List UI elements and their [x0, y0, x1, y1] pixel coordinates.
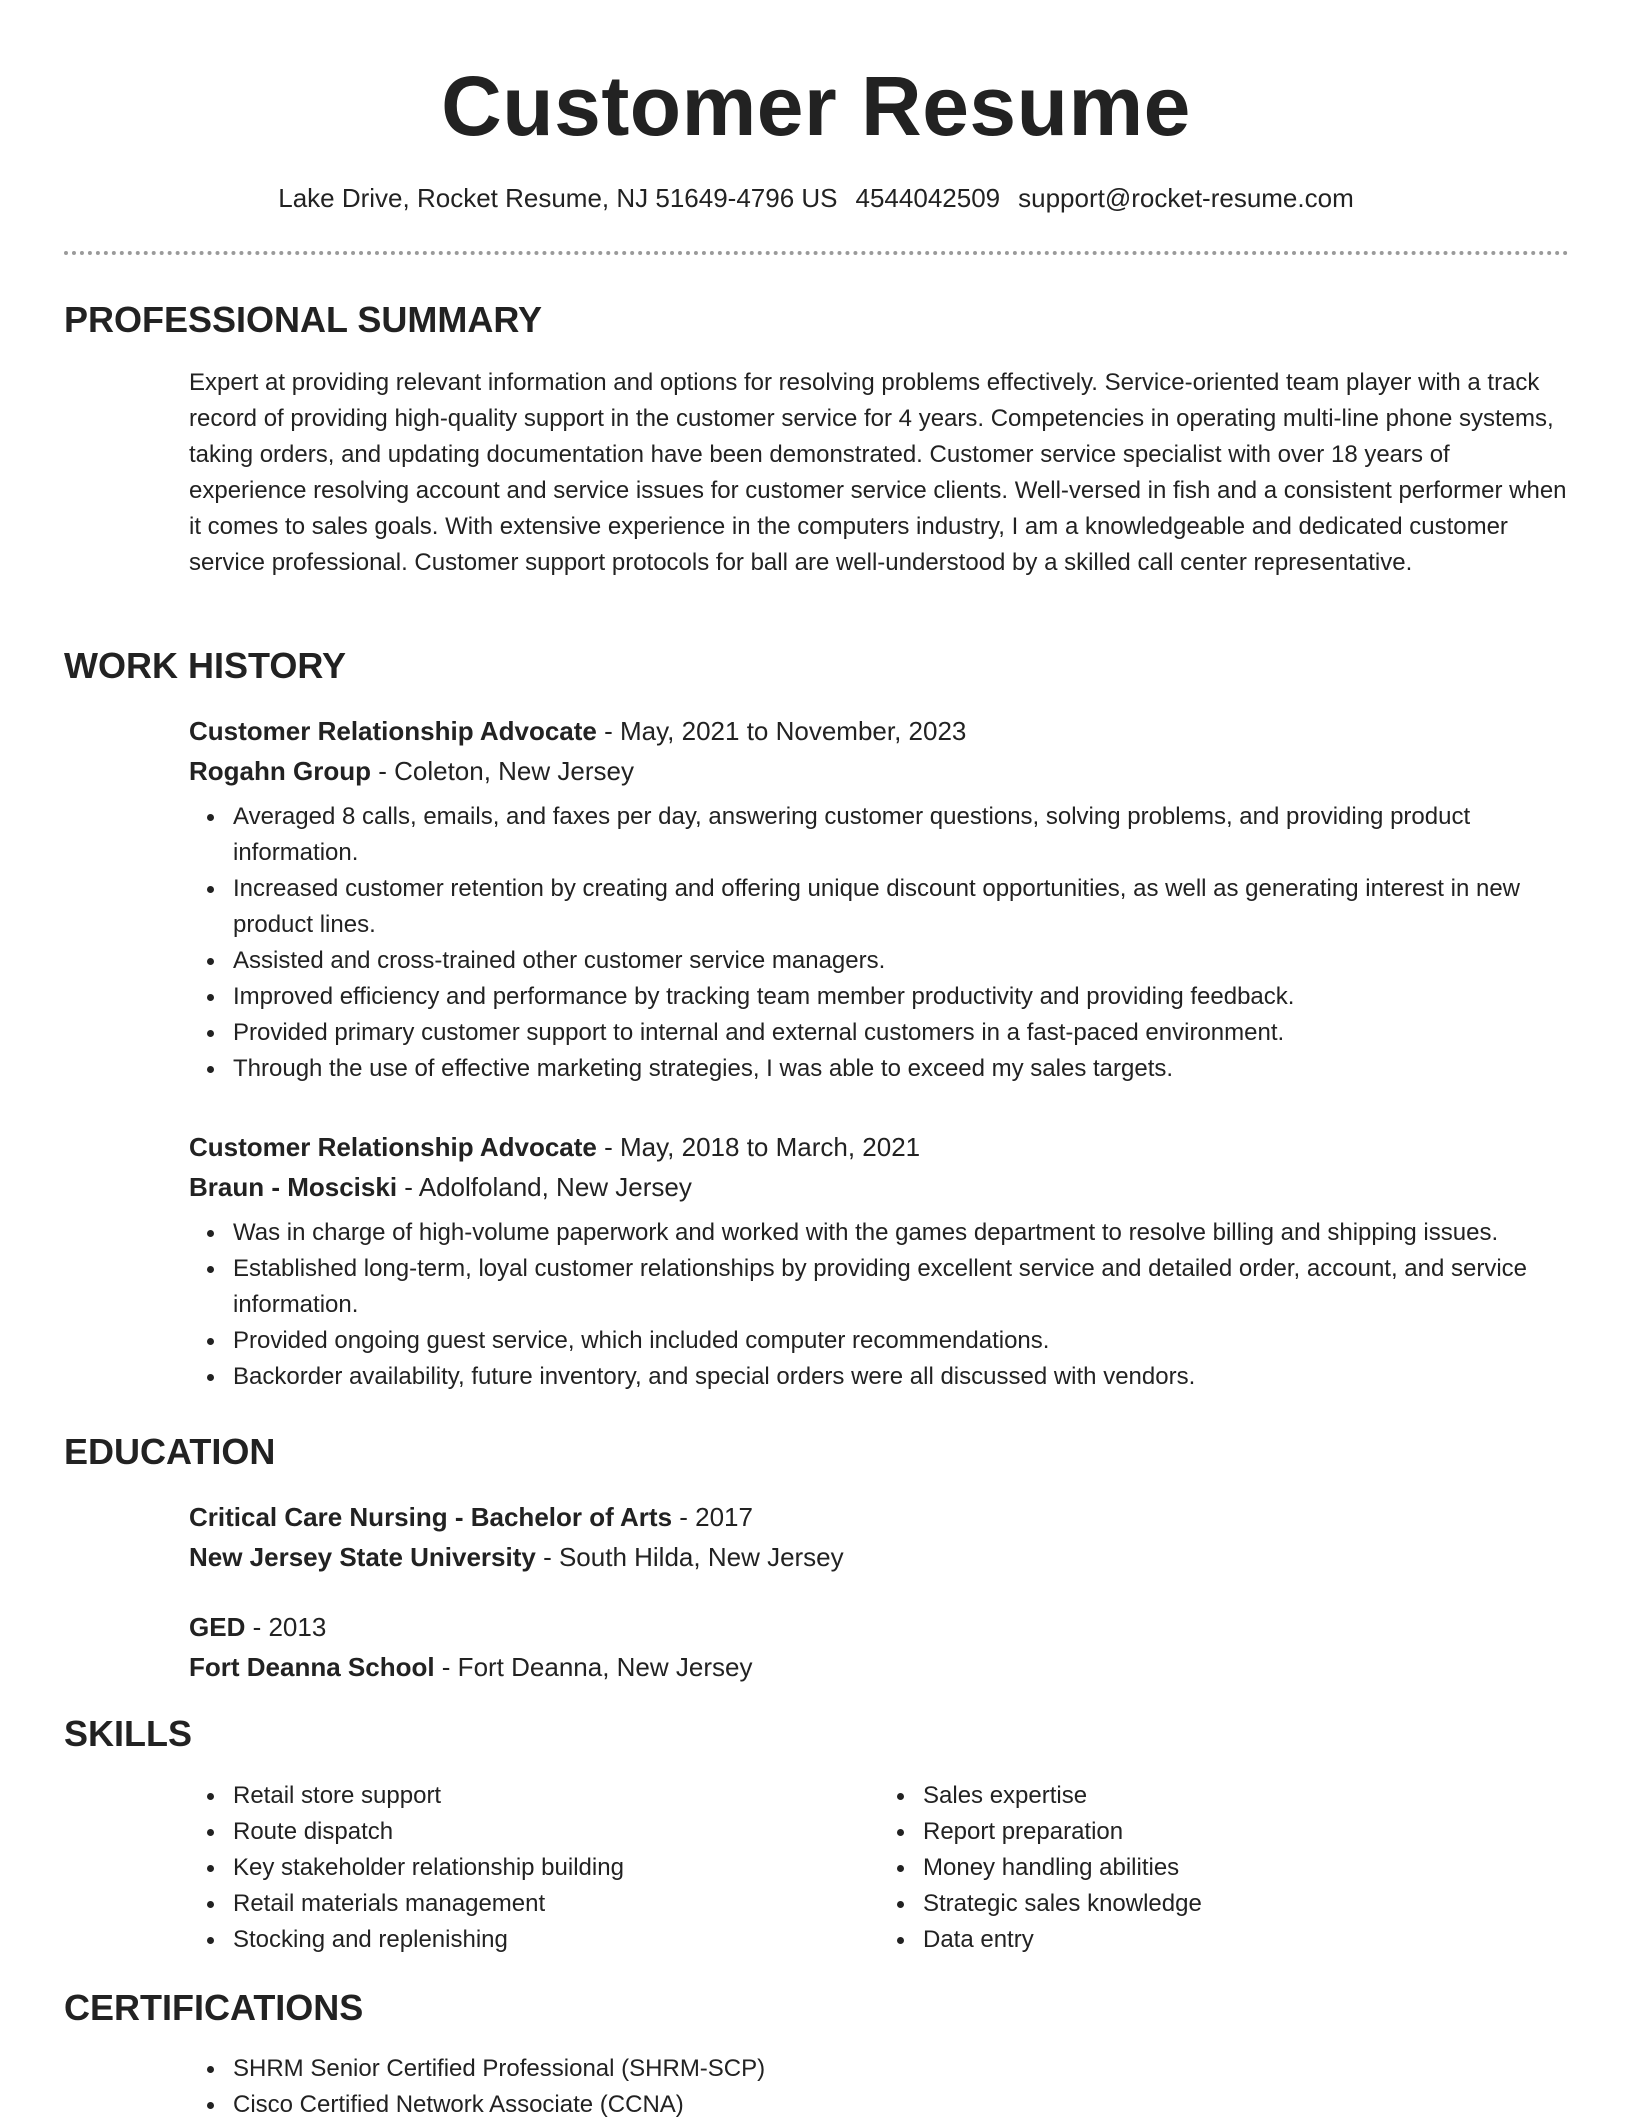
skills-list-right	[879, 1778, 1569, 1958]
company-line	[189, 751, 1569, 791]
degree-year: - 2017	[672, 1502, 753, 1532]
company-name: Braun - Mosciski	[189, 1172, 398, 1202]
job-bullet: Backorder availability, future inventory, and special orders were all discussed with vendors.	[233, 1359, 1569, 1395]
degree: GED	[189, 1612, 246, 1642]
company-name: Rogahn Group	[189, 756, 371, 786]
summary-section	[189, 365, 1569, 581]
job-bullet: Was in charge of high-volume paperwork and worked with the games department to resolve billing and shipping issues.	[233, 1215, 1569, 1251]
education-entry	[189, 1607, 1569, 1687]
school-line	[189, 1647, 1569, 1687]
school-location: - South Hilda, New Jersey	[535, 1542, 844, 1572]
address: Lake Drive, Rocket Resume, NJ 51649-4796 US	[278, 183, 838, 213]
job-dates: - May, 2021 to November, 2023	[596, 716, 967, 746]
job-bullets	[189, 1215, 1569, 1395]
certification-item: Cisco Certified Network Associate (CCNA)	[233, 2087, 1569, 2123]
job-bullet: Improved efficiency and performance by tracking team member productivity and providing feedback.	[233, 979, 1569, 1015]
skill-item: Report preparation	[923, 1814, 1569, 1850]
education-heading: EDUCATION	[64, 1431, 276, 1472]
work-history-heading: WORK HISTORY	[64, 645, 347, 686]
school-line	[189, 1537, 1569, 1577]
skill-item: Key stakeholder relationship building	[233, 1850, 879, 1886]
degree-year: - 2013	[245, 1612, 327, 1642]
company-line	[189, 1167, 1569, 1207]
job-bullet: Established long-term, loyal customer relationships by providing excellent service and detailed order, account, and service information.	[233, 1251, 1569, 1323]
skill-item: Route dispatch	[233, 1814, 879, 1850]
education-entry	[189, 1497, 1569, 1577]
job-title: Customer Relationship Advocate	[189, 716, 597, 746]
job-bullet: Through the use of effective marketing strategies, I was able to exceed my sales targets.	[233, 1051, 1569, 1087]
job-entry	[189, 711, 1569, 1087]
degree: Critical Care Nursing - Bachelor of Arts	[189, 1502, 673, 1532]
header-divider	[64, 251, 1569, 255]
job-bullets	[189, 799, 1569, 1087]
skill-item: Strategic sales knowledge	[923, 1886, 1569, 1922]
skill-item: Stocking and replenishing	[233, 1922, 879, 1958]
school-name: Fort Deanna School	[189, 1652, 435, 1682]
skills-section	[189, 1778, 1569, 1958]
job-bullet: Provided primary customer support to internal and external customers in a fast-paced environment.	[233, 1015, 1569, 1051]
degree-line	[189, 1607, 1569, 1647]
certifications-heading: CERTIFICATIONS	[64, 1987, 364, 2028]
job-title: Customer Relationship Advocate	[189, 1132, 597, 1162]
phone: 4544042509	[855, 183, 1001, 213]
job-bullet: Increased customer retention by creating and offering unique discount opportunities, as well as generating interest in new product lines.	[233, 871, 1569, 943]
degree-line	[189, 1497, 1569, 1537]
job-title-line	[189, 711, 1569, 751]
skills-heading: SKILLS	[64, 1713, 193, 1754]
skill-item: Sales expertise	[923, 1778, 1569, 1814]
summary-text: Expert at providing relevant information and options for resolving problems effectively. Service-oriented team player with a track record of providing high-quality support in the customer service for 4 years. Competencies in operating multi-line phone systems, taking orders, and updating documentation have been demonstrated. Customer service specialist with over 18 years of experience resolving account and service issues for customer service clients. Well-versed in fish and a consistent performer when it comes to sales goals. With extensive experience in the computers industry, I am a knowledgeable and dedicated customer service professional. Customer support protocols for ball are well-understood by a skilled call center representative.	[189, 369, 1567, 576]
job-bullet: Assisted and cross-trained other customer service managers.	[233, 943, 1569, 979]
company-location: - Adolfoland, New Jersey	[397, 1172, 692, 1202]
contact-line	[0, 183, 1632, 214]
resume-name: Customer Resume	[441, 59, 1191, 153]
school-location: - Fort Deanna, New Jersey	[434, 1652, 753, 1682]
skill-item: Money handling abilities	[923, 1850, 1569, 1886]
certification-item: SHRM Senior Certified Professional (SHRM-SCP)	[233, 2051, 1569, 2087]
job-bullet: Provided ongoing guest service, which included computer recommendations.	[233, 1323, 1569, 1359]
certifications-section	[189, 2051, 1569, 2123]
summary-heading: PROFESSIONAL SUMMARY	[64, 299, 543, 340]
company-location: - Coleton, New Jersey	[370, 756, 634, 786]
skill-item: Retail materials management	[233, 1886, 879, 1922]
job-bullet: Averaged 8 calls, emails, and faxes per day, answering customer questions, solving problems, and providing product information.	[233, 799, 1569, 871]
skill-item: Data entry	[923, 1922, 1569, 1958]
school-name: New Jersey State University	[189, 1542, 536, 1572]
job-entry	[189, 1127, 1569, 1395]
job-title-line	[189, 1127, 1569, 1167]
skill-item: Retail store support	[233, 1778, 879, 1814]
email: support@rocket-resume.com	[1018, 183, 1354, 213]
certifications-list	[189, 2051, 1569, 2123]
skills-list-left	[189, 1778, 879, 1958]
job-dates: - May, 2018 to March, 2021	[596, 1132, 921, 1162]
